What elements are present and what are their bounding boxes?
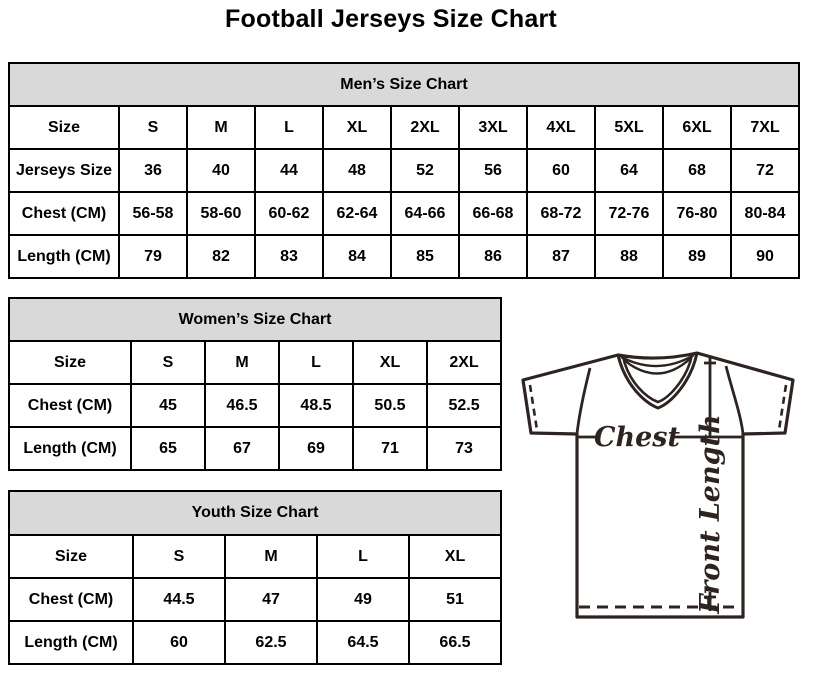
cell: 50.5 xyxy=(353,384,427,427)
jersey-measurement-diagram xyxy=(512,340,814,656)
jersey-outline xyxy=(523,353,793,617)
cell: 6XL xyxy=(663,106,731,149)
table-title-row xyxy=(9,63,799,106)
womens-table-title: Women’s Size Chart xyxy=(9,298,501,341)
cell: 66-68 xyxy=(459,192,527,235)
cell: 48 xyxy=(323,149,391,192)
row-label: Chest (CM) xyxy=(9,384,131,427)
front-length-label: Front Length xyxy=(695,414,726,614)
cell: M xyxy=(225,535,317,578)
cell: 56-58 xyxy=(119,192,187,235)
youth-table-title: Youth Size Chart xyxy=(9,491,501,535)
cell: 87 xyxy=(527,235,595,278)
cell: 64 xyxy=(595,149,663,192)
row-label: Size xyxy=(9,106,119,149)
row-label: Size xyxy=(9,341,131,384)
row-label: Length (CM) xyxy=(9,235,119,278)
cell: 52.5 xyxy=(427,384,501,427)
cell: 85 xyxy=(391,235,459,278)
cell: 79 xyxy=(119,235,187,278)
cell: 58-60 xyxy=(187,192,255,235)
cell: 46.5 xyxy=(205,384,279,427)
cell: 5XL xyxy=(595,106,663,149)
cell: 49 xyxy=(317,578,409,621)
cell: M xyxy=(187,106,255,149)
cell: 76-80 xyxy=(663,192,731,235)
cell: 44 xyxy=(255,149,323,192)
cell: 69 xyxy=(279,427,353,470)
cell: 60 xyxy=(133,621,225,664)
cell: 2XL xyxy=(391,106,459,149)
cell: 7XL xyxy=(731,106,799,149)
cell: 66.5 xyxy=(409,621,501,664)
cell: 65 xyxy=(131,427,205,470)
table-row xyxy=(9,535,501,578)
cell: 60 xyxy=(527,149,595,192)
row-label: Chest (CM) xyxy=(9,192,119,235)
table-row xyxy=(9,235,799,278)
cell: 62.5 xyxy=(225,621,317,664)
cell: 71 xyxy=(353,427,427,470)
mens-table-title: Men’s Size Chart xyxy=(9,63,799,106)
womens-size-chart-table xyxy=(8,297,502,471)
cell: 48.5 xyxy=(279,384,353,427)
cell: L xyxy=(255,106,323,149)
table-row xyxy=(9,192,799,235)
cell: S xyxy=(131,341,205,384)
right-armhole-seam xyxy=(726,366,743,434)
cell: 72 xyxy=(731,149,799,192)
cell: XL xyxy=(323,106,391,149)
table-row xyxy=(9,578,501,621)
left-armhole-seam xyxy=(577,368,590,434)
cell: 88 xyxy=(595,235,663,278)
cell: 56 xyxy=(459,149,527,192)
cell: S xyxy=(133,535,225,578)
cell: XL xyxy=(409,535,501,578)
cell: 51 xyxy=(409,578,501,621)
table-row xyxy=(9,106,799,149)
cell: 90 xyxy=(731,235,799,278)
cell: 89 xyxy=(663,235,731,278)
cell: 84 xyxy=(323,235,391,278)
cell: 68 xyxy=(663,149,731,192)
table-row xyxy=(9,384,501,427)
cell: 60-62 xyxy=(255,192,323,235)
table-row xyxy=(9,621,501,664)
cell: 67 xyxy=(205,427,279,470)
cell: 44.5 xyxy=(133,578,225,621)
row-label: Length (CM) xyxy=(9,427,131,470)
cell: 40 xyxy=(187,149,255,192)
cell: 64-66 xyxy=(391,192,459,235)
cell: 45 xyxy=(131,384,205,427)
cell: 62-64 xyxy=(323,192,391,235)
cell: 3XL xyxy=(459,106,527,149)
cell: 47 xyxy=(225,578,317,621)
cell: 2XL xyxy=(427,341,501,384)
row-label: Size xyxy=(9,535,133,578)
table-title-row xyxy=(9,491,501,535)
table-row xyxy=(9,341,501,384)
cell: 36 xyxy=(119,149,187,192)
cell: S xyxy=(119,106,187,149)
cell: 73 xyxy=(427,427,501,470)
cell: 86 xyxy=(459,235,527,278)
chest-label: Chest xyxy=(594,422,680,453)
cell: L xyxy=(279,341,353,384)
row-label: Chest (CM) xyxy=(9,578,133,621)
cell: XL xyxy=(353,341,427,384)
cell: 82 xyxy=(187,235,255,278)
mens-size-chart-table xyxy=(8,62,800,279)
table-row xyxy=(9,427,501,470)
table-row xyxy=(9,149,799,192)
row-label: Jerseys Size xyxy=(9,149,119,192)
cell: 4XL xyxy=(527,106,595,149)
cell: M xyxy=(205,341,279,384)
cell: 52 xyxy=(391,149,459,192)
row-label: Length (CM) xyxy=(9,621,133,664)
page-title: Football Jerseys Size Chart xyxy=(225,5,557,33)
cell: 72-76 xyxy=(595,192,663,235)
cell: 68-72 xyxy=(527,192,595,235)
youth-size-chart-table xyxy=(8,490,502,665)
cell: 64.5 xyxy=(317,621,409,664)
cell: 80-84 xyxy=(731,192,799,235)
cell: 83 xyxy=(255,235,323,278)
cell: L xyxy=(317,535,409,578)
table-title-row xyxy=(9,298,501,341)
